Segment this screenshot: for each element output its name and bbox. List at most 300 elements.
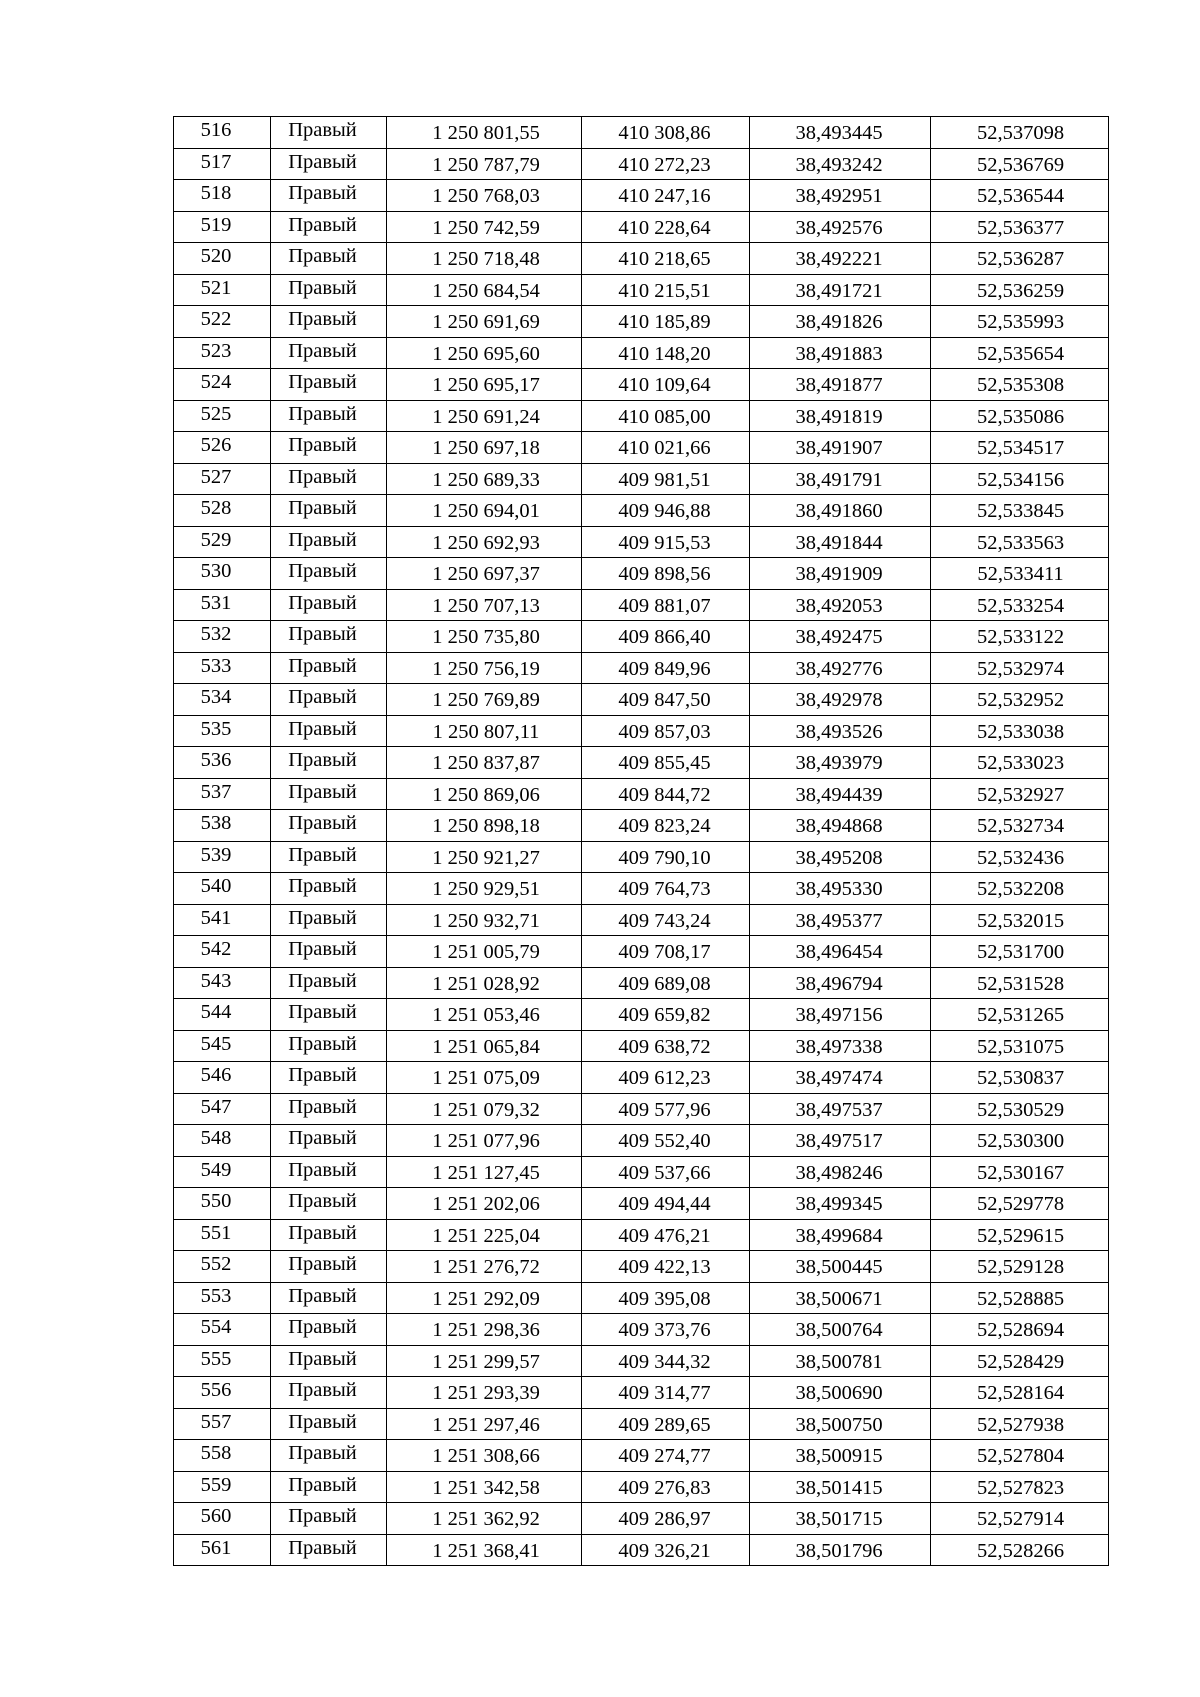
x-coordinate-cell [387,904,582,936]
point-number-text: 536 [200,749,232,771]
y-coordinate-text: 409 946,88 [618,500,711,522]
latitude-cell [750,400,931,432]
y-coordinate-text: 409 326,21 [618,1539,711,1562]
point-number-text: 560 [200,1505,232,1527]
longitude-cell [931,684,1109,716]
table-row [174,684,1109,716]
point-number-cell [174,432,271,464]
longitude-cell [931,274,1109,306]
x-coordinate-text: 1 250 898,18 [432,815,540,837]
y-coordinate-cell [582,1188,750,1220]
side-cell [271,1534,387,1566]
side-text: Правый [288,1316,357,1338]
table-row [174,306,1109,338]
y-coordinate-cell [582,810,750,842]
longitude-cell [931,1251,1109,1283]
point-number-cell [174,1219,271,1251]
latitude-text: 38,491860 [795,500,883,522]
longitude-cell [931,148,1109,180]
y-coordinate-cell [582,715,750,747]
latitude-cell [750,180,931,212]
latitude-text: 38,491883 [795,342,883,365]
point-number-cell [174,274,271,306]
longitude-text: 52,533254 [976,594,1065,617]
longitude-text: 52,530529 [976,1098,1065,1121]
point-number-text: 519 [200,213,232,236]
x-coordinate-text: 1 250 697,37 [432,563,540,585]
y-coordinate-text: 409 857,03 [618,720,711,743]
point-number-text: 544 [200,1001,232,1023]
side-text: Правый [288,1158,357,1181]
y-coordinate-cell [582,1093,750,1125]
latitude-text: 38,492978 [795,689,883,711]
longitude-text: 52,527938 [976,1413,1065,1436]
latitude-cell [750,1062,931,1094]
x-coordinate-text: 1 250 707,13 [432,594,540,617]
side-text: Правый [288,906,357,929]
x-coordinate-cell [387,117,582,149]
longitude-text: 52,532015 [976,909,1065,932]
longitude-cell [931,1440,1109,1472]
x-coordinate-cell [387,400,582,432]
point-number-text: 553 [200,1284,232,1307]
latitude-cell [750,936,931,968]
latitude-text: 38,495330 [795,878,883,900]
point-number-cell [174,1534,271,1566]
latitude-cell [750,1345,931,1377]
table-row [174,873,1109,905]
x-coordinate-cell [387,526,582,558]
y-coordinate-text: 410 085,00 [618,405,711,428]
latitude-cell [750,526,931,558]
point-number-cell [174,684,271,716]
table-row [174,117,1109,149]
table-row [174,463,1109,495]
point-number-text: 529 [200,528,232,551]
side-cell [271,652,387,684]
longitude-text: 52,534156 [976,468,1065,491]
y-coordinate-text: 409 552,40 [618,1130,711,1152]
point-number-text: 530 [200,560,232,582]
x-coordinate-text: 1 250 735,80 [432,626,540,648]
y-coordinate-text: 409 373,76 [618,1319,711,1341]
latitude-text: 38,491909 [795,563,883,585]
x-coordinate-cell [387,180,582,212]
point-number-text: 552 [200,1253,232,1275]
latitude-cell [750,1093,931,1125]
y-coordinate-text: 409 855,45 [618,752,711,774]
y-coordinate-cell [582,369,750,401]
x-coordinate-text: 1 250 695,60 [432,342,540,365]
longitude-cell [931,621,1109,653]
latitude-text: 38,500764 [795,1319,883,1341]
side-cell [271,967,387,999]
side-text: Правый [288,654,357,677]
x-coordinate-cell [387,1345,582,1377]
x-coordinate-text: 1 250 769,89 [432,689,540,711]
side-text: Правый [288,812,357,834]
x-coordinate-text: 1 250 691,69 [432,311,540,333]
side-cell [271,999,387,1031]
side-cell [271,904,387,936]
longitude-cell [931,432,1109,464]
latitude-cell [750,243,931,275]
latitude-cell [750,306,931,338]
longitude-cell [931,558,1109,590]
side-text: Правый [288,150,357,173]
side-cell [271,526,387,558]
side-text: Правый [288,749,357,771]
table-row [174,715,1109,747]
side-cell [271,274,387,306]
x-coordinate-cell [387,1030,582,1062]
side-text: Правый [288,1536,357,1559]
table-row [174,337,1109,369]
side-cell [271,1125,387,1157]
x-coordinate-cell [387,1093,582,1125]
latitude-text: 38,497474 [795,1067,883,1089]
x-coordinate-cell [387,1534,582,1566]
side-text: Правый [288,780,357,803]
point-number-text: 531 [200,591,232,614]
side-text: Правый [288,591,357,614]
x-coordinate-text: 1 251 297,46 [432,1413,540,1436]
side-text: Правый [288,1442,357,1464]
x-coordinate-cell [387,558,582,590]
y-coordinate-text: 409 476,21 [618,1224,711,1247]
latitude-cell [750,1408,931,1440]
point-number-cell [174,306,271,338]
x-coordinate-text: 1 251 368,41 [432,1539,540,1562]
y-coordinate-cell [582,211,750,243]
side-cell [271,558,387,590]
y-coordinate-text: 409 849,96 [618,657,711,680]
latitude-cell [750,589,931,621]
point-number-cell [174,1440,271,1472]
point-number-text: 532 [200,623,232,645]
point-number-cell [174,1125,271,1157]
table-row [174,1503,1109,1535]
longitude-cell [931,652,1109,684]
y-coordinate-text: 410 109,64 [618,374,711,396]
x-coordinate-cell [387,1471,582,1503]
side-text: Правый [288,1032,357,1055]
x-coordinate-text: 1 251 028,92 [432,972,540,995]
y-coordinate-cell [582,1471,750,1503]
longitude-cell [931,400,1109,432]
side-cell [271,1282,387,1314]
x-coordinate-cell [387,589,582,621]
longitude-text: 52,533122 [976,626,1065,648]
longitude-text: 52,531528 [976,972,1065,995]
y-coordinate-text: 409 395,08 [618,1287,711,1310]
latitude-text: 38,498246 [795,1161,883,1184]
longitude-cell [931,778,1109,810]
y-coordinate-cell [582,1440,750,1472]
y-coordinate-text: 410 247,16 [618,185,711,207]
latitude-cell [750,1030,931,1062]
y-coordinate-cell [582,306,750,338]
x-coordinate-cell [387,1408,582,1440]
x-coordinate-cell [387,936,582,968]
point-number-text: 520 [200,245,232,267]
latitude-cell [750,1503,931,1535]
latitude-cell [750,1534,931,1566]
x-coordinate-text: 1 251 077,96 [432,1130,540,1152]
longitude-cell [931,1282,1109,1314]
y-coordinate-cell [582,1156,750,1188]
y-coordinate-cell [582,463,750,495]
y-coordinate-text: 409 866,40 [618,626,711,648]
side-cell [271,1188,387,1220]
side-text: Правый [288,245,357,267]
latitude-cell [750,1219,931,1251]
latitude-text: 38,501796 [795,1539,883,1562]
longitude-cell [931,1125,1109,1157]
latitude-cell [750,1377,931,1409]
y-coordinate-cell [582,1030,750,1062]
longitude-text: 52,531265 [976,1004,1065,1026]
side-text: Правый [288,1127,357,1149]
latitude-text: 38,495208 [795,846,883,869]
point-number-text: 548 [200,1127,232,1149]
side-text: Правый [288,182,357,204]
y-coordinate-text: 409 638,72 [618,1035,711,1058]
latitude-text: 38,499684 [795,1224,883,1247]
longitude-cell [931,1314,1109,1346]
longitude-text: 52,527914 [976,1508,1065,1530]
side-cell [271,148,387,180]
side-text: Правый [288,1001,357,1023]
side-text: Правый [288,1095,357,1118]
longitude-cell [931,1503,1109,1535]
latitude-text: 38,499345 [795,1193,883,1215]
side-text: Правый [288,276,357,299]
latitude-cell [750,274,931,306]
y-coordinate-text: 409 314,77 [618,1382,711,1404]
longitude-cell [931,747,1109,779]
side-text: Правый [288,1253,357,1275]
point-number-cell [174,904,271,936]
table-row [174,1251,1109,1283]
point-number-cell [174,841,271,873]
point-number-cell [174,936,271,968]
x-coordinate-cell [387,1377,582,1409]
latitude-text: 38,501415 [795,1476,883,1499]
latitude-text: 38,491721 [795,279,883,302]
x-coordinate-text: 1 251 079,32 [432,1098,540,1121]
y-coordinate-text: 409 823,24 [618,815,711,837]
y-coordinate-text: 409 790,10 [618,846,711,869]
longitude-text: 52,533411 [977,563,1064,585]
x-coordinate-text: 1 250 697,18 [432,437,540,459]
latitude-cell [750,369,931,401]
table-row [174,841,1109,873]
x-coordinate-cell [387,1503,582,1535]
latitude-cell [750,211,931,243]
latitude-cell [750,1125,931,1157]
side-text: Правый [288,969,357,992]
longitude-cell [931,369,1109,401]
side-cell [271,873,387,905]
longitude-text: 52,536287 [976,248,1065,270]
longitude-text: 52,536259 [976,279,1065,302]
point-number-text: 527 [200,465,232,488]
point-number-cell [174,337,271,369]
x-coordinate-text: 1 251 065,84 [432,1035,540,1058]
x-coordinate-cell [387,1440,582,1472]
longitude-cell [931,904,1109,936]
y-coordinate-cell [582,243,750,275]
x-coordinate-text: 1 250 921,27 [432,846,540,869]
point-number-cell [174,1062,271,1094]
table-row [174,778,1109,810]
longitude-cell [931,715,1109,747]
y-coordinate-cell [582,274,750,306]
side-cell [271,1440,387,1472]
latitude-cell [750,841,931,873]
longitude-text: 52,536544 [976,185,1065,207]
y-coordinate-text: 409 708,17 [618,941,711,963]
y-coordinate-cell [582,873,750,905]
x-coordinate-text: 1 251 276,72 [432,1256,540,1278]
longitude-text: 52,535654 [976,342,1065,365]
side-text: Правый [288,1190,357,1212]
y-coordinate-text: 409 289,65 [618,1413,711,1436]
y-coordinate-cell [582,117,750,149]
x-coordinate-text: 1 251 225,04 [432,1224,540,1247]
x-coordinate-cell [387,148,582,180]
latitude-text: 38,496794 [795,972,883,995]
x-coordinate-cell [387,715,582,747]
point-number-cell [174,652,271,684]
x-coordinate-cell [387,463,582,495]
longitude-cell [931,589,1109,621]
y-coordinate-cell [582,180,750,212]
latitude-text: 38,500750 [795,1413,883,1436]
point-number-text: 526 [200,434,232,456]
longitude-text: 52,535308 [976,374,1065,396]
point-number-text: 521 [200,276,232,299]
point-number-text: 556 [200,1379,232,1401]
latitude-cell [750,652,931,684]
table-row [174,1093,1109,1125]
latitude-cell [750,967,931,999]
latitude-text: 38,495377 [795,909,883,932]
x-coordinate-text: 1 250 689,33 [432,468,540,491]
side-cell [271,810,387,842]
longitude-text: 52,528164 [976,1382,1065,1404]
latitude-text: 38,500445 [795,1256,883,1278]
latitude-cell [750,778,931,810]
side-text: Правый [288,1505,357,1527]
latitude-text: 38,494868 [795,815,883,837]
y-coordinate-text: 409 915,53 [618,531,711,554]
coordinates-table [173,116,1109,1566]
y-coordinate-text: 410 308,86 [618,122,711,144]
latitude-text: 38,491907 [795,437,883,459]
y-coordinate-cell [582,1282,750,1314]
side-text: Правый [288,1221,357,1244]
longitude-text: 52,528694 [976,1319,1065,1341]
latitude-cell [750,495,931,527]
side-text: Правый [288,1473,357,1496]
x-coordinate-text: 1 251 293,39 [432,1382,540,1404]
x-coordinate-text: 1 251 053,46 [432,1004,540,1026]
x-coordinate-text: 1 250 787,79 [432,153,540,176]
point-number-text: 533 [200,654,232,677]
latitude-cell [750,337,931,369]
table-row [174,1377,1109,1409]
longitude-cell [931,306,1109,338]
table-row [174,1125,1109,1157]
x-coordinate-cell [387,432,582,464]
table-row [174,1156,1109,1188]
y-coordinate-cell [582,1251,750,1283]
side-cell [271,778,387,810]
table-row [174,999,1109,1031]
point-number-text: 559 [200,1473,232,1496]
latitude-text: 38,497156 [795,1004,883,1026]
point-number-text: 541 [200,906,232,929]
side-cell [271,747,387,779]
longitude-cell [931,967,1109,999]
latitude-text: 38,497338 [795,1035,883,1058]
longitude-cell [931,337,1109,369]
longitude-cell [931,463,1109,495]
side-cell [271,117,387,149]
y-coordinate-text: 409 743,24 [618,909,711,932]
side-text: Правый [288,1347,357,1370]
side-cell [271,621,387,653]
x-coordinate-cell [387,495,582,527]
table-row [174,369,1109,401]
y-coordinate-cell [582,400,750,432]
x-coordinate-text: 1 251 202,06 [432,1193,540,1215]
x-coordinate-cell [387,1219,582,1251]
longitude-text: 52,531700 [976,941,1065,963]
longitude-text: 52,527823 [976,1476,1065,1499]
x-coordinate-cell [387,1282,582,1314]
y-coordinate-text: 410 215,51 [618,279,711,302]
longitude-text: 52,528885 [976,1287,1065,1310]
x-coordinate-cell [387,1314,582,1346]
y-coordinate-text: 410 272,23 [618,153,711,176]
table-row [174,652,1109,684]
longitude-text: 52,530167 [976,1161,1065,1184]
side-cell [271,1345,387,1377]
longitude-cell [931,841,1109,873]
table-row [174,1408,1109,1440]
point-number-cell [174,463,271,495]
table-row [174,495,1109,527]
longitude-cell [931,1345,1109,1377]
y-coordinate-text: 409 577,96 [618,1098,711,1121]
latitude-text: 38,491791 [795,468,883,491]
latitude-cell [750,1188,931,1220]
x-coordinate-text: 1 251 127,45 [432,1161,540,1184]
longitude-cell [931,1219,1109,1251]
side-cell [271,337,387,369]
y-coordinate-cell [582,652,750,684]
side-cell [271,1251,387,1283]
table-row [174,180,1109,212]
side-cell [271,1471,387,1503]
side-text: Правый [288,465,357,488]
point-number-text: 557 [200,1410,232,1433]
side-cell [271,180,387,212]
x-coordinate-cell [387,684,582,716]
